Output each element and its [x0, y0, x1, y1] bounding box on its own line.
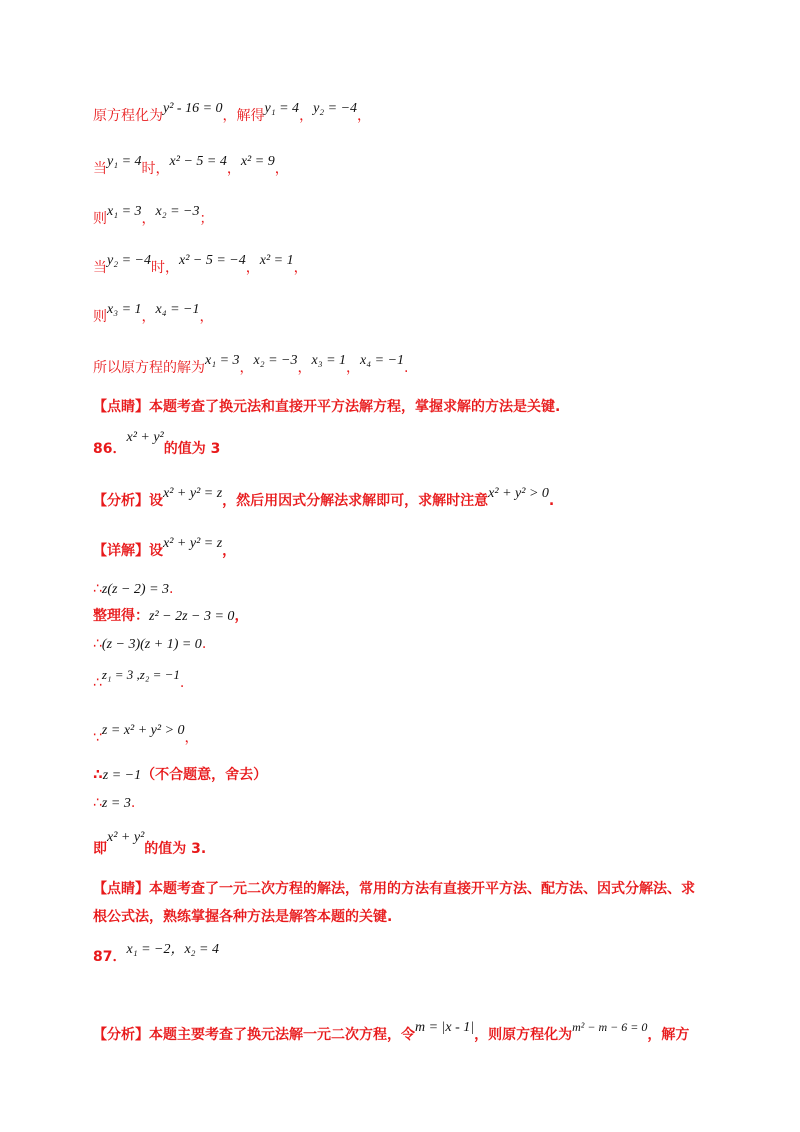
math-expression: x₁ = −2，x₂ = 4: [126, 942, 219, 957]
solution-line: [93, 101, 710, 128]
therefore-symbol: ∴: [93, 767, 103, 783]
math-expression: x₄ = −1: [155, 302, 200, 317]
solution-line: [93, 253, 710, 280]
therefore-symbol: ∴: [93, 795, 102, 811]
text: ；: [199, 211, 214, 227]
text: ，然后用因式分解法求解即可，求解时注意: [222, 493, 489, 509]
text: ，: [226, 161, 241, 177]
therefore-symbol: ∴: [93, 675, 102, 691]
text: 整理得：: [93, 608, 149, 624]
math-expression: z(z − 2) = 3: [101, 582, 170, 597]
math-expression: x₁ = 3: [107, 204, 142, 219]
text: 【详解】设: [93, 543, 163, 559]
math-expression: z = −1: [102, 768, 142, 783]
text: 的值为 3: [163, 441, 221, 457]
text: 【分析】本题主要考查了换元法解一元二次方程，令: [93, 1027, 415, 1043]
answer-line: [93, 430, 710, 461]
text: 所以原方程的解为: [93, 360, 205, 376]
text: （不合题意，舍去）: [141, 767, 268, 783]
text: ，: [184, 730, 199, 746]
text: ，: [141, 211, 156, 227]
math-expression: z₁ = 3 ,z₂ = −1: [101, 667, 180, 682]
math-expression: x₄ = −1: [360, 353, 405, 368]
derivation-line: [93, 667, 710, 694]
question-number: 86．: [93, 441, 127, 457]
therefore-symbol: ∴: [93, 636, 102, 652]
solution-line: [93, 204, 710, 231]
text: ，: [357, 108, 372, 124]
math-expression: y₂ = −4: [107, 253, 151, 268]
text: ，: [299, 108, 314, 124]
math-expression: x² = 9: [240, 154, 275, 169]
analysis-line: [93, 486, 710, 513]
math-expression: y₁ = 4: [264, 101, 300, 116]
math-expression: y² - 16 = 0: [163, 101, 223, 116]
text: ，解方: [647, 1027, 690, 1043]
detail-line: [93, 536, 710, 563]
math-expression: x² = 1: [259, 253, 294, 268]
text: .: [201, 636, 207, 652]
math-expression: x² + y²: [126, 430, 164, 445]
math-expression: y₂ = −4: [313, 101, 358, 116]
conclusion-line: [93, 830, 710, 861]
text: ，: [293, 260, 308, 276]
math-expression: x² + y² > 0: [488, 486, 549, 501]
text: 【点睛】本题考查了一元二次方程的解法，常用的方法有直接开平方法、配方法、因式分解法、求: [93, 881, 695, 897]
text: ，解得: [222, 108, 265, 124]
text: 根公式法，熟练掌握各种方法是解答本题的关键.: [93, 909, 393, 925]
math-expression: x₃ = 1: [107, 302, 142, 317]
text: ，: [141, 309, 156, 325]
text: 当: [93, 161, 107, 177]
derivation-line: [93, 605, 710, 628]
text: ，则原方程化为: [474, 1027, 573, 1043]
analysis-line: [93, 1020, 710, 1047]
derivation-line: [93, 723, 710, 750]
comment-line: [93, 906, 710, 928]
text: 即: [93, 841, 107, 857]
question-number: 87．: [93, 949, 127, 965]
text: ，: [297, 360, 312, 376]
text: 当: [93, 260, 107, 276]
text: .: [179, 675, 185, 691]
because-symbol: ∵: [93, 730, 102, 746]
math-expression: y₁ = 4: [107, 154, 142, 169]
therefore-symbol: ∴: [93, 581, 102, 597]
answer-line: [93, 942, 710, 969]
text: .: [169, 581, 174, 597]
text: ，: [274, 161, 289, 177]
math-expression: z = 3: [101, 796, 131, 811]
text: ，: [346, 360, 361, 376]
solution-line: [93, 353, 710, 380]
text: 时，: [141, 161, 170, 177]
math-expression: z² − 2z − 3 = 0: [149, 609, 235, 624]
text: 则: [93, 309, 107, 325]
text: 【点睛】本题考查了换元法和直接开平方法解方程，掌握求解的方法是关键.: [93, 399, 561, 415]
text: .: [548, 493, 555, 509]
text: ，: [222, 543, 237, 559]
math-expression: x₂ = −3: [253, 353, 298, 368]
comment-line: [93, 878, 710, 900]
derivation-line: [93, 792, 710, 815]
math-expression: x² − 5 = 4: [169, 154, 227, 169]
math-expression: x² + y² = z: [163, 536, 223, 551]
math-expression: x² − 5 = −4: [178, 253, 246, 268]
derivation-line: [93, 633, 710, 656]
text: 则: [93, 211, 107, 227]
text: .: [404, 360, 409, 376]
math-expression: x² + y² = z: [163, 486, 223, 501]
solution-line: [93, 154, 710, 181]
math-expression: x₁ = 3: [205, 353, 240, 368]
text: 原方程化为: [93, 108, 163, 124]
text: ，: [234, 608, 249, 624]
math-expression: x² + y²: [107, 830, 145, 845]
text: ，: [239, 360, 254, 376]
math-expression: m² − m − 6 = 0: [572, 1020, 648, 1034]
text: .: [130, 795, 136, 811]
text: 的值为 3.: [144, 841, 207, 857]
comment-line: [93, 396, 710, 418]
text: 时，: [150, 260, 179, 276]
math-expression: x₃ = 1: [311, 353, 347, 368]
math-expression: z = x² + y² > 0: [101, 723, 185, 738]
text: ，: [199, 309, 214, 325]
text: ，: [245, 260, 260, 276]
text: 【分析】设: [93, 493, 163, 509]
math-expression: x₂ = −3: [155, 204, 200, 219]
math-expression: m = |x - 1|: [415, 1020, 475, 1035]
solution-line: [93, 302, 710, 329]
derivation-line: [93, 578, 710, 601]
derivation-line: [93, 764, 710, 787]
math-expression: (z − 3)(z + 1) = 0: [101, 637, 202, 652]
